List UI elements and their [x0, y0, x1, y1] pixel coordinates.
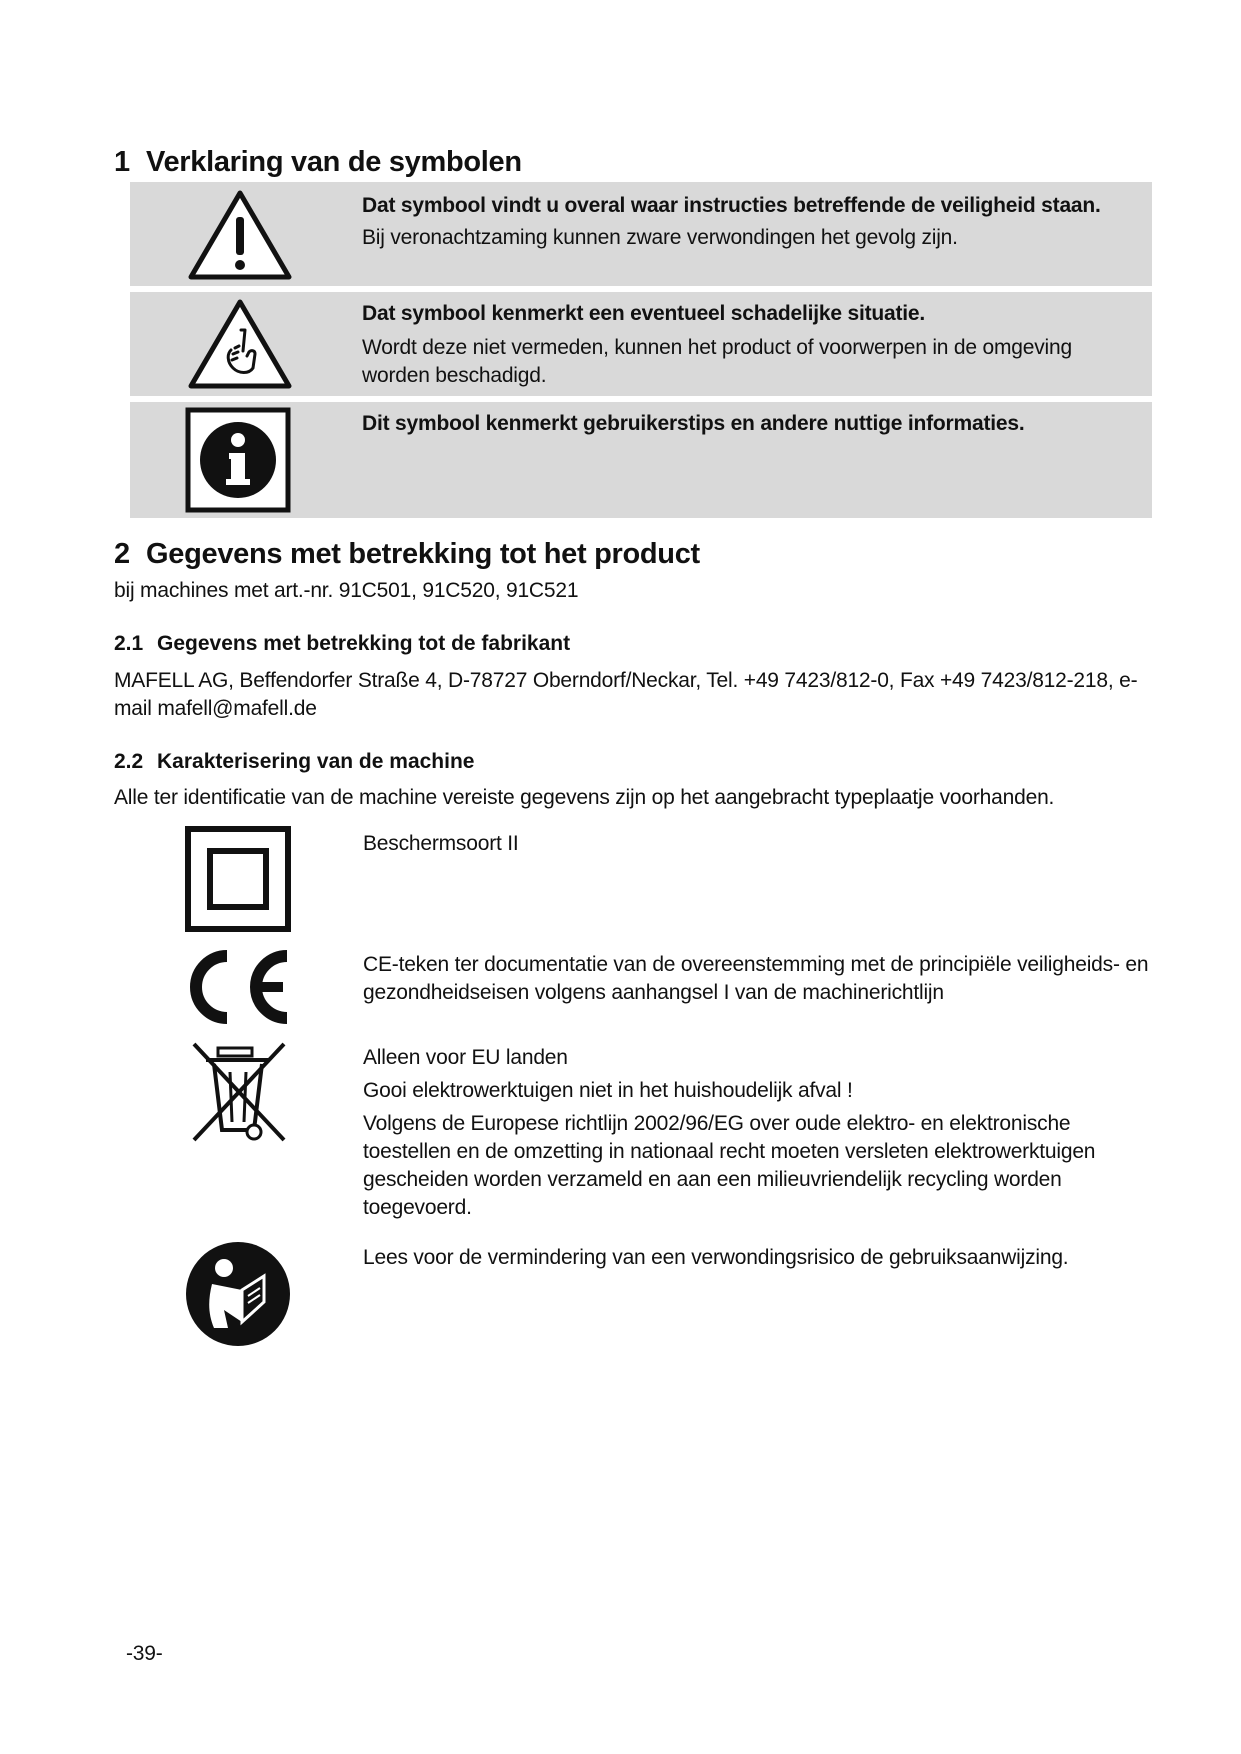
protection-class-line: Beschermsoort II: [363, 832, 519, 855]
crossed-bin-icon: [188, 1040, 290, 1146]
section-2-number: 2: [114, 538, 130, 570]
symbol-row-info: [130, 402, 1152, 518]
info-row-title: Dit symbool kenmerkt gebruikerstips en andere nuttige informaties.: [362, 412, 1025, 435]
section-2-title: Gegevens met betrekking tot het product: [146, 538, 700, 570]
ce-mark-text: [363, 951, 1153, 1007]
subsection-2-2-title: Karakterisering van de machine: [157, 750, 475, 773]
section-2-subtitle: bij machines met art.-nr. 91C501, 91C520, 91C521: [114, 579, 579, 602]
safety-row-title: Dat symbool vindt u overal waar instructies betreffende de veiligheid staan.: [362, 194, 1101, 217]
protection-class-ii-icon: [185, 826, 291, 932]
read-manual-text: [363, 1244, 1153, 1272]
info-icon: [185, 407, 291, 513]
weee-text: [363, 1044, 1153, 1222]
subsection-2-1-number: 2.1: [114, 632, 144, 655]
subsection-2-1-title: Gegevens met betrekking tot de fabrikant: [157, 632, 571, 655]
subsection-2-2-number: 2.2: [114, 750, 144, 773]
subsection-2-1-heading: [114, 632, 570, 656]
ce-mark-line: CE-teken ter documentatie van de overeenstemming met de principiële veiligheids- en gezondheidseisen volgens aanhangsel I van de machinerichtlijn: [363, 953, 1149, 1004]
machine-characterisation-text: Alle ter identificatie van de machine vereiste gegevens zijn op het aangebracht typeplaatje voorhanden.: [114, 786, 1055, 809]
warning-triangle-icon: [185, 187, 295, 283]
manufacturer-address: MAFELL AG, Beffendorfer Straße 4, D-78727 Oberndorf/Neckar, Tel. +49 7423/812-0, Fax +49 7423/812-218, e-mail mafell@mafell.de: [114, 669, 1138, 720]
caution-row-text: Wordt deze niet vermeden, kunnen het product of voorwerpen in de omgeving worden beschadigd.: [362, 336, 1072, 387]
caution-hand-triangle-icon: [185, 296, 295, 392]
subsection-2-2-heading: [114, 750, 474, 774]
symbol-row-safety: [130, 182, 1152, 286]
section-1-title: Verklaring van de symbolen: [146, 146, 522, 178]
safety-row-text: Bij veronachtzaming kunnen zware verwondingen het gevolg zijn.: [362, 226, 958, 249]
section-1-heading: [114, 146, 522, 179]
weee-line-2: Gooi elektrowerktuigen niet in het huishoudelijk afval !: [363, 1079, 853, 1102]
section-2-heading: [114, 538, 700, 571]
weee-line-3: Volgens de Europese richtlijn 2002/96/EG over oude elektro- en elektronische toestellen en de omzetting in nationaal recht moeten versleten elektrowerktuigen gescheiden worden verzameld en aan een milieuvriendelijk recycling worden toegevoerd.: [363, 1112, 1096, 1219]
read-manual-icon: [184, 1240, 292, 1348]
protection-class-text: [363, 830, 1153, 858]
caution-row-title: Dat symbool kenmerkt een eventueel schadelijke situatie.: [362, 302, 926, 325]
read-manual-line: Lees voor de vermindering van een verwondingsrisico de gebruiksaanwijzing.: [363, 1246, 1069, 1269]
symbol-row-caution: [130, 292, 1152, 396]
weee-line-1: Alleen voor EU landen: [363, 1046, 568, 1069]
section-1-number: 1: [114, 146, 130, 178]
page-number: -39-: [126, 1642, 163, 1665]
ce-mark-icon: [183, 948, 293, 1026]
